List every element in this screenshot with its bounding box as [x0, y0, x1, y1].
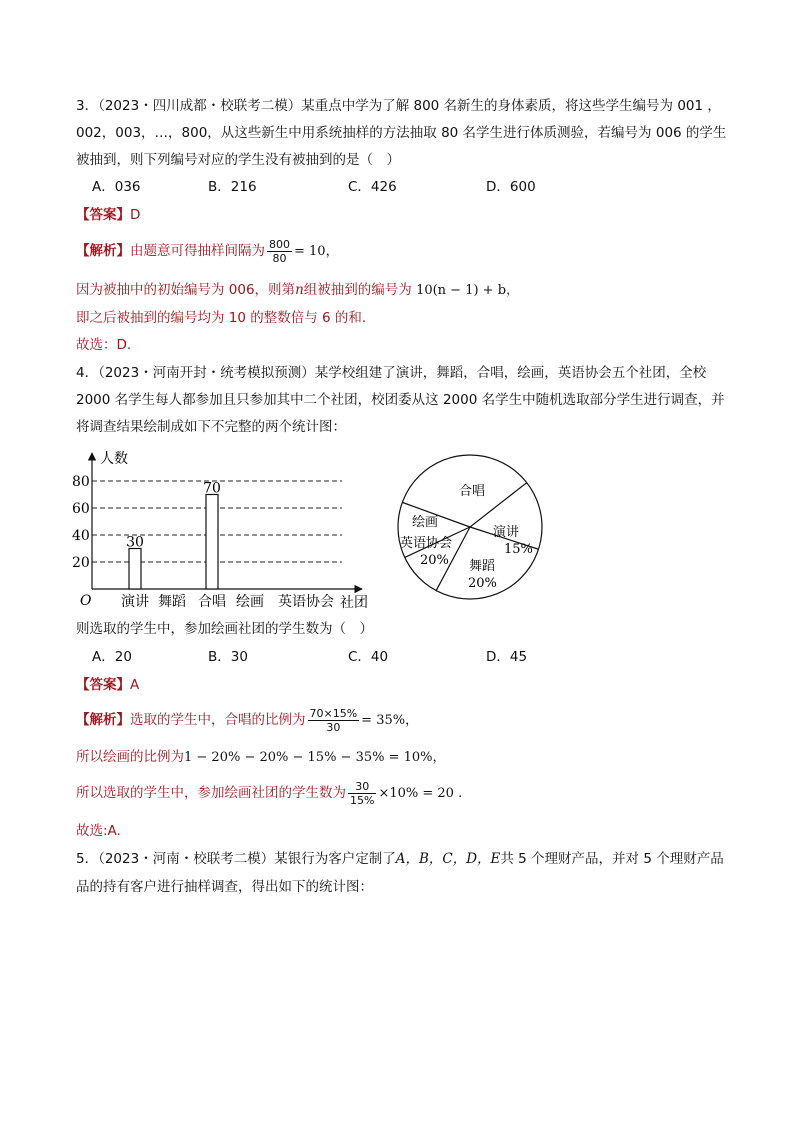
answer-value: D: [130, 207, 141, 223]
q3-analysis-line2: 因为被抽中的初始编号为 006，则第n组被抽到的编号为 10(n − 1) + b，: [76, 282, 520, 298]
analysis-tag: 【解析】: [76, 243, 130, 259]
bar-value-label: 30: [126, 534, 144, 551]
y-tick-label: 80: [72, 474, 90, 490]
q3-answer: [76, 206, 140, 224]
pie-pct-english: 20%: [420, 553, 449, 568]
q3-stem-line2: 002，003，…，800，从这些新生中用系统抽样的方法抽取 80 名学生进行体质测验，若编号为 006 的学生: [76, 125, 727, 141]
pie-label-chorus: 合唱: [459, 484, 486, 499]
q3-analysis-line1: 【解析】由题意可得抽样间隔为 $\frac{800}{80}$ = 10，: [76, 237, 339, 265]
bar: [129, 549, 141, 590]
category-label: 合唱: [198, 594, 226, 610]
fraction-800-80: $\frac{800}{80}$: [269, 237, 290, 265]
q4-answer: 【答案】A: [76, 677, 140, 693]
q3-stem-line1: 3．（2023・四川成都・校联考二模）某重点中学为了解 800 名新生的身体素质，将这些学生编号为 001 ，: [76, 98, 721, 114]
y-tick-label: 20: [72, 555, 90, 571]
q3-option-a: A．036: [92, 179, 141, 195]
q4-conclusion: 故选:A.: [76, 823, 121, 839]
q3-option-b: B．216: [208, 179, 257, 195]
bar-value-label: 70: [203, 480, 221, 497]
pie-label-painting: 绘画: [412, 515, 439, 530]
fraction-30-15pct: $\frac{30}{15\%}$: [350, 779, 375, 807]
category-label: 英语协会: [278, 594, 334, 610]
pie-label-speech: 演讲: [493, 525, 520, 540]
q3-conclusion: 故选：D.: [76, 337, 132, 353]
q4-option-d: D．45: [486, 649, 528, 665]
q5-stem-line2: 品的持有客户进行抽样调查，得出如下的统计图：: [76, 879, 373, 895]
pie-chart: [394, 452, 554, 602]
q5-stem-line1: 5．（2023・河南・校联考二模）某银行为客户定制了A，B，C，D，E共 5 个理财产品，并对 5 个理财产品: [76, 851, 724, 867]
q4-analysis-line1: 【解析】选取的学生中，合唱的比例为 $\frac{70\times 15\%}{30}$ = 35%，: [76, 706, 419, 734]
answer-tag: 【答案】: [76, 207, 130, 223]
y-tick-label: 60: [72, 501, 90, 517]
origin-label: O: [80, 593, 92, 609]
q4-option-c: C．40: [348, 649, 389, 665]
category-label: 演讲: [121, 594, 149, 610]
q3-analysis-line3: 即之后被抽到的编号均为 10 的整数倍与 6 的和.: [76, 310, 367, 326]
q3-stem-line3: 被抽到，则下列编号对应的学生没有被抽到的是（ ）: [76, 152, 400, 168]
q4-stem-line1: 4．（2023・河南开封・统考模拟预测）某学校组建了演讲，舞蹈，合唱，绘画，英语协会五个社团，全校: [76, 365, 707, 381]
q3-option-c: C．426: [348, 179, 397, 195]
y-tick-label: 40: [72, 528, 90, 544]
q4-analysis-line3: 所以选取的学生中，参加绘画社团的学生数为 $\frac{30}{15\%}$ ×10% = 20 .: [76, 779, 463, 807]
q4-option-a: A．20: [92, 649, 132, 665]
q3-option-d: D．600: [486, 179, 536, 195]
q4-stem-line3: 将调查结果绘制成如下不完整的两个统计图：: [76, 419, 346, 435]
q4-option-b: B．30: [208, 649, 248, 665]
y-axis-label: 人数: [100, 451, 128, 467]
bar-chart: [70, 445, 390, 615]
pie-pct-speech: 15%: [504, 542, 533, 557]
x-axis-label: 社团: [340, 595, 368, 611]
pie-label-dance: 舞蹈: [469, 559, 496, 574]
q4-stem-line2: 2000 名学生每人都参加且只参加其中二个社团，校团委从这 2000 名学生中随机选取部分学生进行调查，并: [76, 392, 725, 408]
category-label: 舞蹈: [158, 594, 186, 610]
fraction-70x15-30: $\frac{70\times 15\%}{30}$: [309, 706, 358, 734]
q4-question: 则选取的学生中，参加绘画社团的学生数为（ ）: [76, 621, 373, 637]
bar: [206, 495, 218, 590]
q4-analysis-line2: 所以绘画的比例为1 − 20% − 20% − 15% − 35% = 10%，: [76, 749, 446, 765]
pie-pct-dance: 20%: [468, 576, 497, 591]
category-label: 绘画: [236, 594, 264, 610]
pie-label-english: 英语协会: [400, 536, 453, 551]
